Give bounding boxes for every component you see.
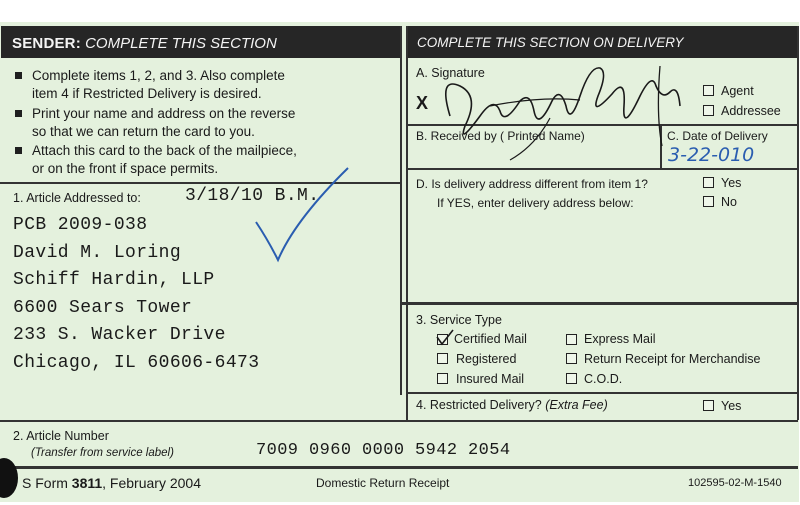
article-number-value: 7009 0960 0000 5942 2054 <box>256 441 511 460</box>
agent-checkbox[interactable] <box>703 85 714 96</box>
recipient-address <box>13 212 259 377</box>
cod-checkbox[interactable] <box>566 373 577 384</box>
different-address-label: D. Is delivery address different from item 1? <box>416 177 648 191</box>
article-number-top-line <box>0 420 798 422</box>
express-mail-label: Express Mail <box>584 332 656 346</box>
address-line-2: David M. Loring <box>13 242 182 263</box>
form-prefix: S Form <box>22 475 72 491</box>
sender-header-bold: SENDER: <box>12 35 81 52</box>
delivery-section-header <box>408 26 798 58</box>
different-no-label: No <box>721 195 737 209</box>
service-divider <box>406 392 798 394</box>
article-number-sublabel: (Transfer from service label) <box>31 447 174 459</box>
different-yes-label: Yes <box>721 176 742 190</box>
article-addressed-label: 1. Article Addressed to: <box>13 191 141 205</box>
bullet-1 <box>15 72 22 79</box>
different-yes-checkbox[interactable] <box>703 177 714 188</box>
signature-scribble <box>430 56 700 164</box>
insured-mail-checkbox[interactable] <box>437 373 448 384</box>
delivery-header-text: COMPLETE THIS SECTION ON DELIVERY <box>417 35 684 50</box>
registered-checkbox[interactable] <box>437 353 448 364</box>
address-line-4: 6600 Sears Tower <box>13 297 193 318</box>
instruction-3-line-1: Attach this card to the back of the mailpiece, <box>32 143 297 158</box>
instruction-1-line-1: Complete items 1, 2, and 3. Also complete <box>32 68 285 83</box>
bullet-3 <box>15 147 22 154</box>
insured-mail-label: Insured Mail <box>456 372 525 386</box>
return-receipt-merchandise-checkbox[interactable] <box>566 353 577 364</box>
delivery-right-border <box>797 26 799 420</box>
instruction-2-line-2: so that we can return the card to you. <box>32 124 255 139</box>
received-divider <box>406 168 798 170</box>
sender-header-italic: COMPLETE THIS SECTION <box>85 35 277 52</box>
form-number: 3811 <box>71 475 103 491</box>
addressee-checkbox[interactable] <box>703 105 714 116</box>
delivery-left-border <box>406 26 408 420</box>
certified-check-mark-icon <box>434 328 456 348</box>
service-type-title: 3. Service Type <box>416 313 502 327</box>
footer-title: Domestic Return Receipt <box>316 476 450 490</box>
signature-x-mark: X <box>416 93 429 113</box>
restricted-delivery-fee: (Extra Fee) <box>545 398 608 412</box>
article-number-label: 2. Article Number <box>13 429 109 443</box>
signature-label: A. Signature <box>416 66 485 80</box>
agent-label: Agent <box>721 84 754 98</box>
form-id <box>22 475 201 491</box>
restricted-yes-label: Yes <box>721 399 742 413</box>
different-no-checkbox[interactable] <box>703 196 714 207</box>
if-yes-label: If YES, enter delivery address below: <box>437 196 634 210</box>
date-initials-note: 3/18/10 B.M. <box>185 186 320 206</box>
bullet-2 <box>15 110 22 117</box>
restricted-delivery-label <box>416 398 608 412</box>
delivery-date-handwritten: 3-22-010 <box>668 144 755 166</box>
instruction-1 <box>32 67 285 103</box>
form-date: , February 2004 <box>102 475 201 491</box>
address-line-5: 233 S. Wacker Drive <box>13 325 226 345</box>
sender-section-header <box>1 26 400 58</box>
footer-top-line <box>0 466 798 469</box>
instruction-3-line-2: or on the front if space permits. <box>32 161 219 176</box>
address-line-6: Chicago, IL 60606-6473 <box>13 352 260 373</box>
restricted-yes-checkbox[interactable] <box>703 400 714 411</box>
address-line-3: Schiff Hardin, LLP <box>13 270 215 290</box>
cod-label: C.O.D. <box>584 372 623 386</box>
footer-code: 102595-02-M-1540 <box>688 477 782 489</box>
restricted-delivery-text: 4. Restricted Delivery? <box>416 398 542 412</box>
received-by-label: B. Received by ( Printed Name) <box>416 129 585 143</box>
address-line-1: PCB 2009-038 <box>13 215 148 235</box>
checkmark-icon <box>250 160 360 270</box>
return-receipt-merchandise-label: Return Receipt for Merchandise <box>584 352 761 366</box>
registered-label: Registered <box>456 352 517 366</box>
certified-mail-label: Certified Mail <box>454 332 527 346</box>
addressee-label: Addressee <box>721 104 781 118</box>
instruction-2-line-1: Print your name and address on the reverse <box>32 106 296 121</box>
date-of-delivery-label: C. Date of Delivery <box>667 129 768 143</box>
instruction-2 <box>32 105 295 141</box>
instruction-1-line-2: item 4 if Restricted Delivery is desired. <box>32 86 262 101</box>
express-mail-checkbox[interactable] <box>566 334 577 345</box>
center-divider <box>400 26 402 395</box>
address-box-divider <box>400 302 798 305</box>
